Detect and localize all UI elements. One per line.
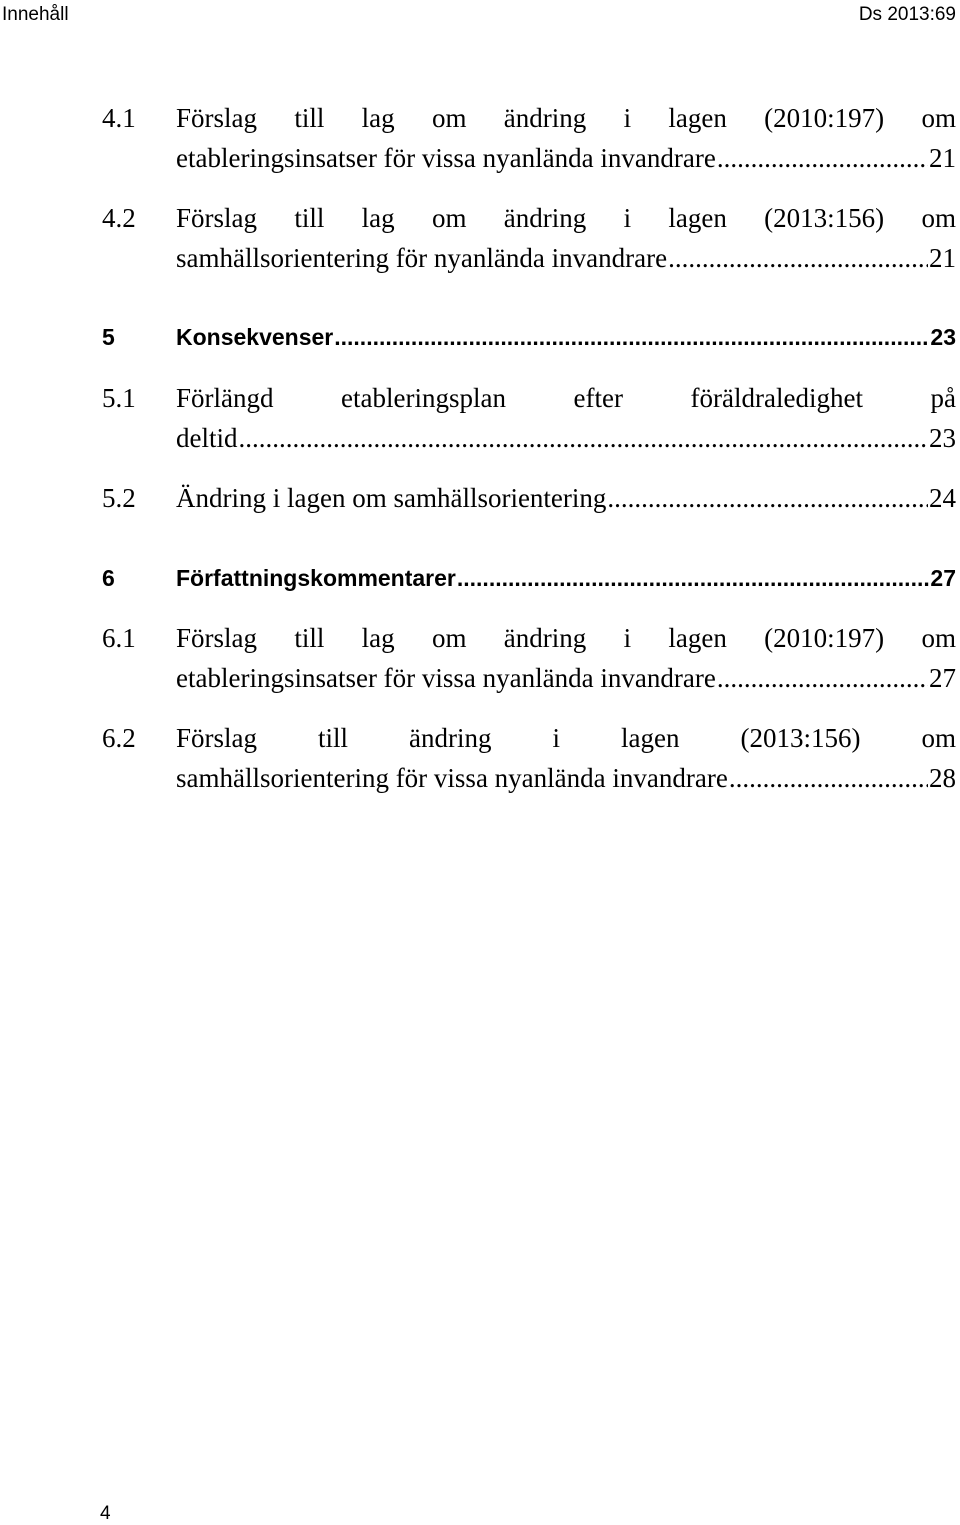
- toc-entry-number: 4.1: [102, 103, 136, 133]
- toc-entry-title-line-1: Förslag till lag om ändring i lagen (2010:197) om: [176, 103, 956, 133]
- toc-entry-title-line-1: Förslag till lag om ändring i lagen (2013:156) om: [176, 203, 956, 233]
- toc-entry-page: 24: [929, 483, 956, 513]
- dot-leader: [334, 317, 929, 357]
- toc-entry-title-line-1: Förslag till ändring i lagen (2013:156) om: [176, 723, 956, 753]
- dot-leader: [717, 658, 928, 698]
- toc-entry-number: 4.2: [102, 203, 136, 233]
- toc-entry-title-line-1: Förlängd etableringsplan efter föräldraledighet på: [176, 383, 956, 413]
- dot-leader: [717, 138, 928, 178]
- dot-leader: [239, 418, 929, 458]
- toc-entry-page: 28: [929, 763, 956, 793]
- toc-entry-number: 5.1: [102, 383, 136, 413]
- running-header-document-id: Ds 2013:69: [858, 4, 956, 25]
- toc-entry-title-line-2: deltid: [176, 423, 238, 453]
- table-of-contents: [102, 0, 956, 1525]
- toc-chapter-title: Författningskommentarer: [176, 565, 456, 591]
- toc-entry-page: 23: [929, 423, 956, 453]
- toc-entry-title-line-2: samhällsorientering för vissa nyanlända invandrare: [176, 763, 728, 793]
- page-number: 4: [100, 1503, 111, 1524]
- toc-chapter-title: Konsekvenser: [176, 324, 334, 350]
- toc-entry-page: 21: [929, 243, 956, 273]
- toc-entry-page: 27: [929, 663, 956, 693]
- dot-leader: [729, 758, 928, 798]
- running-header-section: Innehåll: [2, 4, 69, 25]
- toc-entry-number: 5.2: [102, 483, 136, 513]
- toc-entry-number: 6.2: [102, 723, 136, 753]
- toc-chapter-number: 5: [102, 324, 115, 350]
- toc-chapter-page: 23: [930, 324, 956, 350]
- toc-entry-title-line-1: Förslag till lag om ändring i lagen (2010:197) om: [176, 623, 956, 653]
- toc-entry-title-line-2: etableringsinsatser för vissa nyanlända invandrare: [176, 663, 716, 693]
- toc-chapter-page: 27: [930, 565, 956, 591]
- toc-entry-number: 6.1: [102, 623, 136, 653]
- toc-entry-title-line-2: samhällsorientering för nyanlända invandrare: [176, 243, 668, 273]
- toc-entry-title-line-2: etableringsinsatser för vissa nyanlända invandrare: [176, 143, 716, 173]
- dot-leader: [607, 478, 928, 518]
- dot-leader: [457, 558, 930, 598]
- toc-entry-page: 21: [929, 143, 956, 173]
- toc-entry-title: Ändring i lagen om samhällsorientering: [176, 483, 607, 513]
- dot-leader: [668, 238, 928, 278]
- toc-chapter-number: 6: [102, 565, 115, 591]
